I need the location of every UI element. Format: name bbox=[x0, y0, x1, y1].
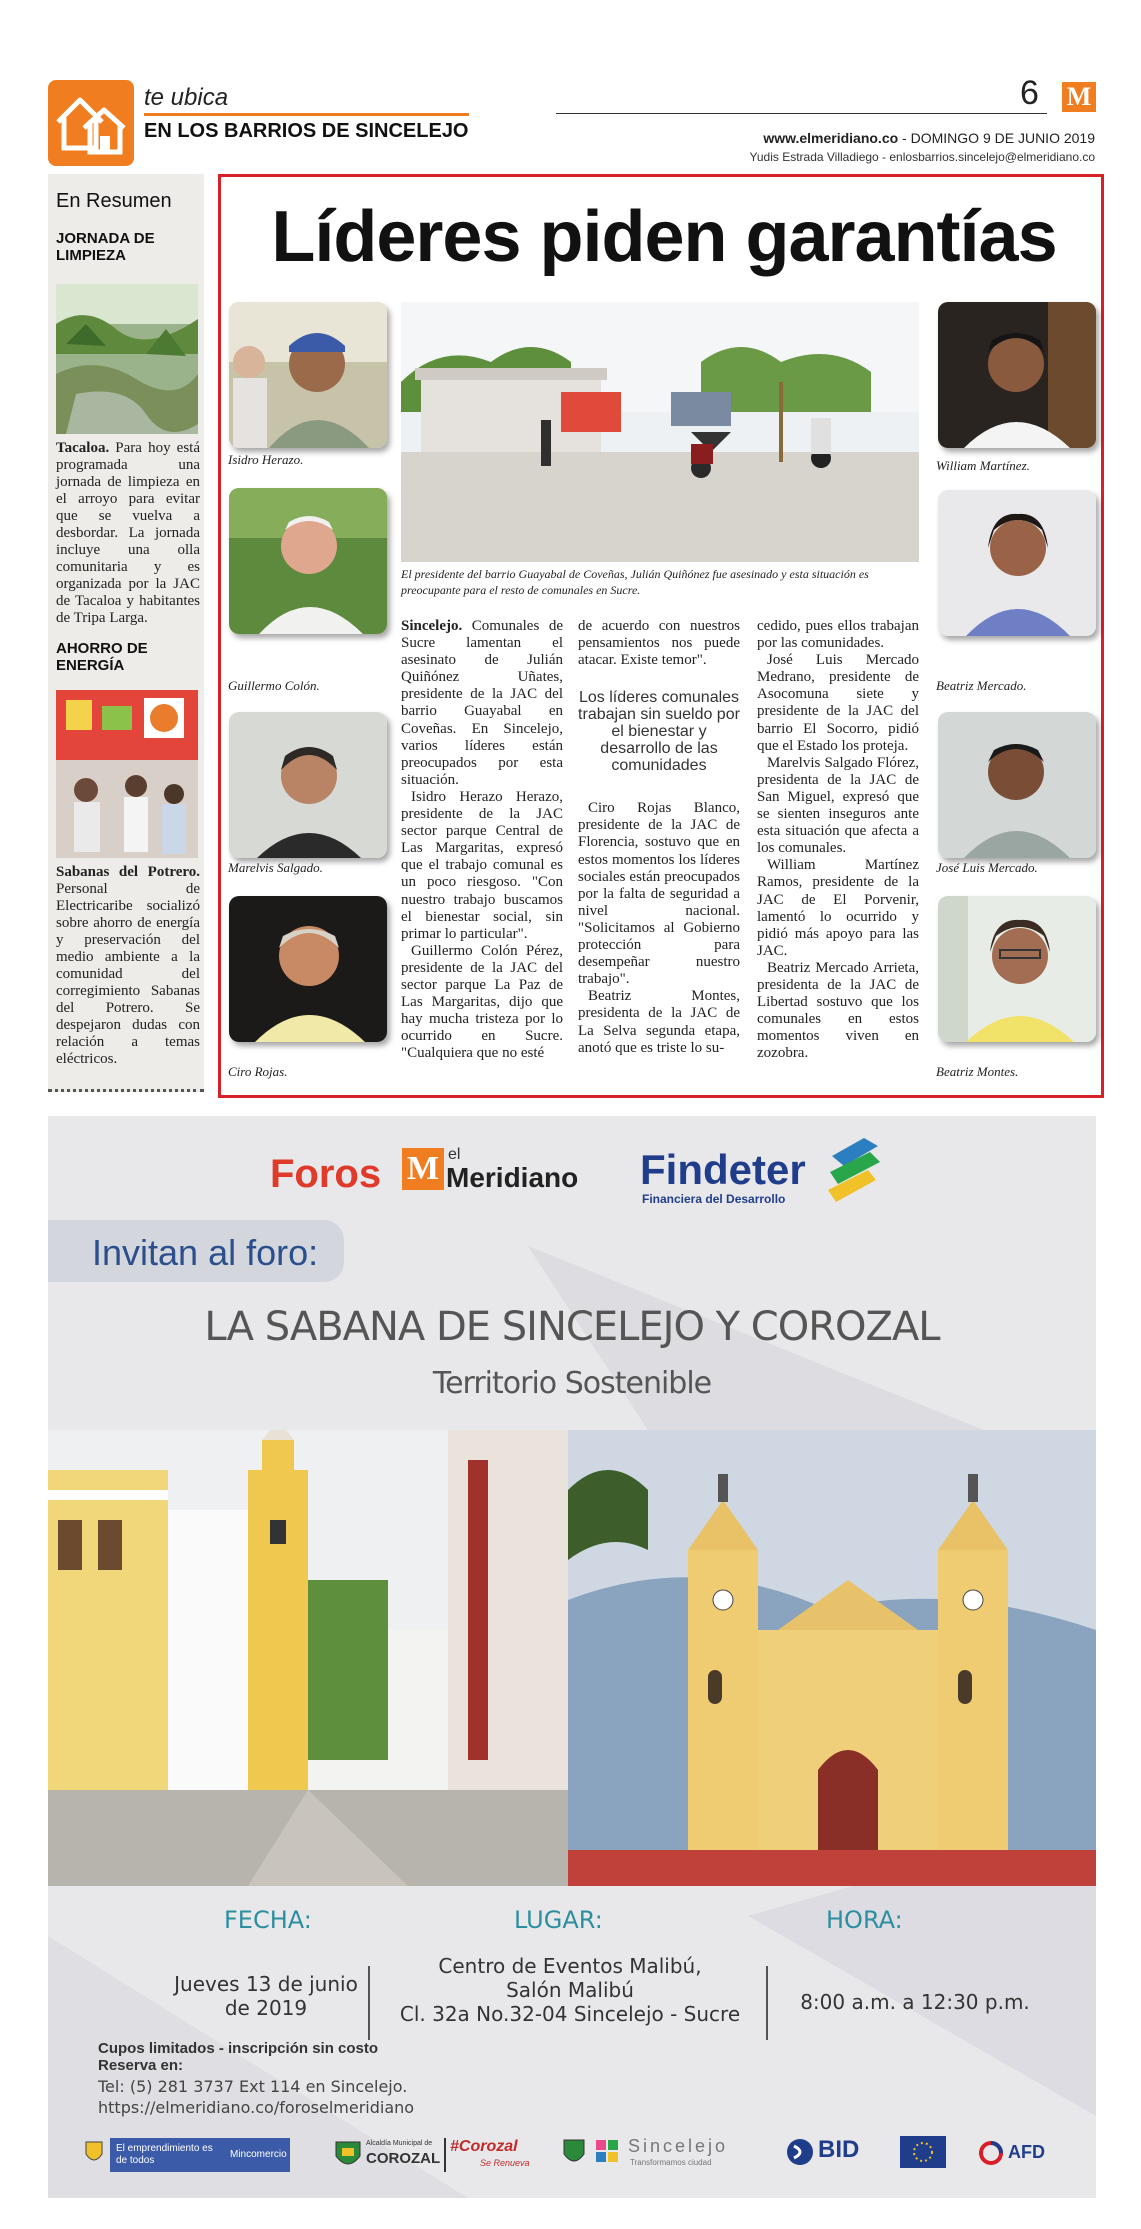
sincelejo-tagline: Transformamos ciudad bbox=[630, 2158, 712, 2167]
summary-text-cleanup bbox=[56, 440, 200, 627]
dateline-city: Sincelejo. bbox=[401, 618, 463, 634]
mincomercio-logo bbox=[110, 2138, 290, 2172]
corozal-slogan: Se Renueva bbox=[480, 2158, 530, 2168]
findeter-logo-text: Findeter bbox=[640, 1146, 806, 1193]
dateline bbox=[763, 130, 1095, 146]
header-rule bbox=[556, 113, 1047, 114]
divider bbox=[766, 1966, 768, 2040]
portrait-beatriz-mercado bbox=[938, 490, 1096, 636]
article-paragraph: de acuerdo con nuestros pensamientos nos puede atacar. Existe temor". bbox=[578, 618, 740, 669]
time-value: 8:00 a.m. a 12:30 p.m. bbox=[800, 1990, 1030, 2014]
foros-logo-el: el bbox=[448, 1146, 461, 1163]
venue-line: Centro de Eventos Malibú, bbox=[438, 1954, 702, 1978]
time-label: HORA: bbox=[826, 1906, 903, 1934]
invitation-text: Invitan al foro: bbox=[92, 1232, 319, 1273]
page-number: 6 bbox=[1020, 74, 1039, 112]
reserve-label: Reserva en: bbox=[98, 2057, 184, 2074]
corozal-logo-text: COROZAL bbox=[366, 2150, 441, 2167]
portrait-beatriz-montes bbox=[938, 896, 1096, 1042]
eu-flag-icon bbox=[900, 2136, 946, 2173]
photo-caption: El presidente del barrio Guayabal de Coveñas, Julián Quiñónez fue asesinado y esta situación es preocupante para el resto de comunales en Sucre. bbox=[401, 567, 869, 597]
foros-logo-text: Foros bbox=[270, 1152, 382, 1196]
sidebar-summary bbox=[48, 174, 204, 1092]
divider bbox=[444, 2138, 446, 2172]
portrait-caption: Isidro Herazo. bbox=[228, 452, 304, 467]
divider bbox=[368, 1966, 370, 2040]
portrait-caption: Beatriz Montes. bbox=[936, 1064, 1019, 1079]
summary-heading-cleanup: JORNADA DE LIMPIEZA bbox=[56, 230, 155, 264]
sincelejo-logo-text: Sincelejo bbox=[628, 2136, 729, 2156]
article-column-3 bbox=[757, 618, 919, 1062]
venue-value bbox=[388, 1954, 752, 2026]
portrait-guillermo-colon bbox=[229, 488, 387, 634]
portrait-william-martinez bbox=[938, 302, 1096, 448]
article-paragraph: Isidro Herazo Herazo, presidente de la JAC sector parque Central de Las Margaritas, expresó que el trabajo comunal es un poco riesgoso. "Con nuestro trabajo buscamos el bienestar social, sin primar lo particular". bbox=[401, 788, 563, 942]
article-paragraph: Ciro Rojas Blanco, presidente de la JAC de Florencia, sostuvo que en estos momentos los líderes sociales están preocupados por la falta de seguridad a nivel nacional. "Solicitamos al Gobierno protección para desempeñar nuestro trabajo". bbox=[578, 800, 740, 988]
article-paragraph: William Martínez Ramos, presidente de la JAC de El Porvenir, lamentó lo ocurrido y pidió más apoyo para las JAC. bbox=[757, 857, 919, 959]
summary-lead: Sabanas del Potrero. bbox=[56, 864, 200, 880]
portrait-caption: Ciro Rojas. bbox=[228, 1064, 288, 1079]
summary-lead: Tacaloa. bbox=[56, 440, 110, 456]
portrait-caption: Beatriz Mercado. bbox=[936, 678, 1027, 693]
phone: Tel: (5) 281 3737 Ext 114 en Sincelejo. bbox=[98, 2077, 408, 2096]
corozal-hashtag: #Corozal bbox=[450, 2138, 518, 2155]
summary-body: Personal de Electricaribe socializó sobre ahorro de energía y preservación del medio ambiente a la comunidad del corregimiento Sabanas del Potrero. Se despejaron dudas con relación a temas eléctricos. bbox=[56, 881, 200, 1067]
registration-link[interactable]: https://elmeridiano.co/foroselmeridiano bbox=[98, 2098, 415, 2117]
article-paragraph: José Luis Mercado Medrano, presidente de Asocomuna siete y presidente de la JAC del barrio El Socorro, pidió que el Estado los proteja. bbox=[757, 652, 919, 754]
sponsor-text: El emprendimiento es de todos bbox=[116, 2143, 213, 2166]
venue-line: Salón Malibú bbox=[506, 1978, 634, 2002]
section-kicker: te ubica bbox=[144, 84, 229, 111]
summary-heading-energy: AHORRO DE ENERGÍA bbox=[56, 640, 148, 674]
seats-note: Cupos limitados - inscripción sin costo bbox=[98, 2040, 379, 2057]
sponsor-text: Mincomercio bbox=[230, 2149, 287, 2160]
forum-advertisement bbox=[48, 1116, 1096, 2198]
classroom-photo bbox=[56, 690, 198, 858]
article-column-2 bbox=[578, 618, 740, 1057]
article-column-1 bbox=[401, 618, 563, 1062]
corozal-shield-icon bbox=[334, 2140, 362, 2175]
brand-logo: M bbox=[1062, 82, 1096, 112]
venue-label: LUGAR: bbox=[514, 1906, 603, 1934]
article-paragraph bbox=[401, 618, 563, 789]
invitation-banner bbox=[48, 1220, 344, 1282]
byline: Yudis Estrada Villadiego - enlosbarrios.sincelejo@elmeridiano.co bbox=[749, 150, 1095, 164]
portrait-caption: Marelvis Salgado. bbox=[228, 860, 323, 875]
registration-info bbox=[98, 2040, 378, 2074]
summary-body: Para hoy está programada una jornada de limpieza en el arroyo para evitar que se vuelva a desbordar. La jornada incluye una olla comunitaria y es organizada por la JAC de Tacaloa y habitantes de Tripa Larga. bbox=[56, 440, 200, 626]
pull-quote: Los líderes comunales trabajan sin sueldo por el bienestar y desarrollo de las comunidades bbox=[578, 689, 740, 775]
forum-title: LA SABANA DE SINCELEJO Y COROZAL bbox=[204, 1304, 940, 1350]
foros-logo-meridiano: Meridiano bbox=[446, 1162, 579, 1193]
paragraph-text: Comunales de Sucre lamentan el asesinato de Julián Quiñónez Uñates, presidente de la JAC del barrio Guayabal en Coveñas. En Sincelejo, varios líderes están preocupados por esta situación. bbox=[401, 618, 563, 788]
sponsor-text: Alcaldía Municipal de bbox=[366, 2140, 433, 2147]
bid-logo-text: BID bbox=[818, 2136, 860, 2163]
afd-mark-icon bbox=[978, 2140, 1004, 2171]
contact-info bbox=[98, 2076, 414, 2118]
section-logo bbox=[48, 80, 134, 166]
creek-photo bbox=[56, 284, 198, 434]
colombia-shield-icon bbox=[84, 2140, 104, 2171]
venue-address: Cl. 32a No.32-04 Sincelejo - Sucre bbox=[399, 2002, 741, 2026]
crime-scene-photo bbox=[401, 302, 919, 562]
portrait-ciro-rojas bbox=[229, 896, 387, 1042]
date-label: FECHA: bbox=[224, 1906, 312, 1934]
bid-mark-icon bbox=[786, 2138, 814, 2171]
forum-subtitle: Territorio Sostenible bbox=[432, 1366, 712, 1401]
summary-text-energy bbox=[56, 864, 200, 1068]
cathedrals-photo bbox=[48, 1430, 1096, 1886]
portrait-caption: William Martínez. bbox=[936, 458, 1030, 473]
sucre-shield-icon bbox=[562, 2138, 586, 2173]
afd-logo-text: AFD bbox=[1008, 2142, 1045, 2162]
findeter-tagline: Financiera del Desarrollo bbox=[642, 1192, 786, 1206]
findeter-swoosh-icon bbox=[824, 1132, 884, 1208]
section-title: EN LOS BARRIOS DE SINCELEJO bbox=[144, 120, 469, 142]
article-paragraph: Marelvis Salgado Flórez, presidenta de la JAC de San Miguel, expresó que se sienten inseguros ante esta situación que afecta a los comunales. bbox=[757, 754, 919, 857]
portrait-jose-luis-mercado bbox=[938, 712, 1096, 858]
house-icon bbox=[54, 88, 128, 158]
sidebar-title: En Resumen bbox=[56, 190, 172, 212]
foros-logo-mark: M bbox=[402, 1148, 444, 1190]
article-paragraph: cedido, pues ellos trabajan por las comunidades. bbox=[757, 618, 919, 652]
portrait-marelvis-salgado bbox=[229, 712, 387, 858]
portrait-caption: Guillermo Colón. bbox=[228, 678, 320, 693]
headline: Líderes piden garantías bbox=[271, 197, 1057, 277]
portrait-isidro-herazo bbox=[229, 302, 387, 448]
site-link[interactable]: www.elmeridiano.co bbox=[763, 130, 899, 146]
section-rule bbox=[144, 113, 469, 116]
issue-date: - DOMINGO 9 DE JUNIO 2019 bbox=[898, 130, 1095, 146]
sincelejo-mark-icon bbox=[596, 2140, 620, 2169]
article-paragraph: Beatriz Montes, presidenta de la JAC de La Selva segunda etapa, anotó que es triste lo su- bbox=[578, 988, 740, 1056]
portrait-caption: José Luis Mercado. bbox=[936, 860, 1038, 875]
article-paragraph: Guillermo Colón Pérez, presidente de la JAC del sector parque La Paz de Las Margaritas, dijo que hay mucha tristeza por lo ocurrido en Sucre. "Cualquiera que no esté bbox=[401, 942, 563, 1062]
article-paragraph: Beatriz Mercado Arrieta, presidenta de la JAC de Libertad sostuvo que los comunales en estos momentos viven en zozobra. bbox=[757, 959, 919, 1062]
date-value: Jueves 13 de junio de 2019 bbox=[174, 1972, 358, 2020]
